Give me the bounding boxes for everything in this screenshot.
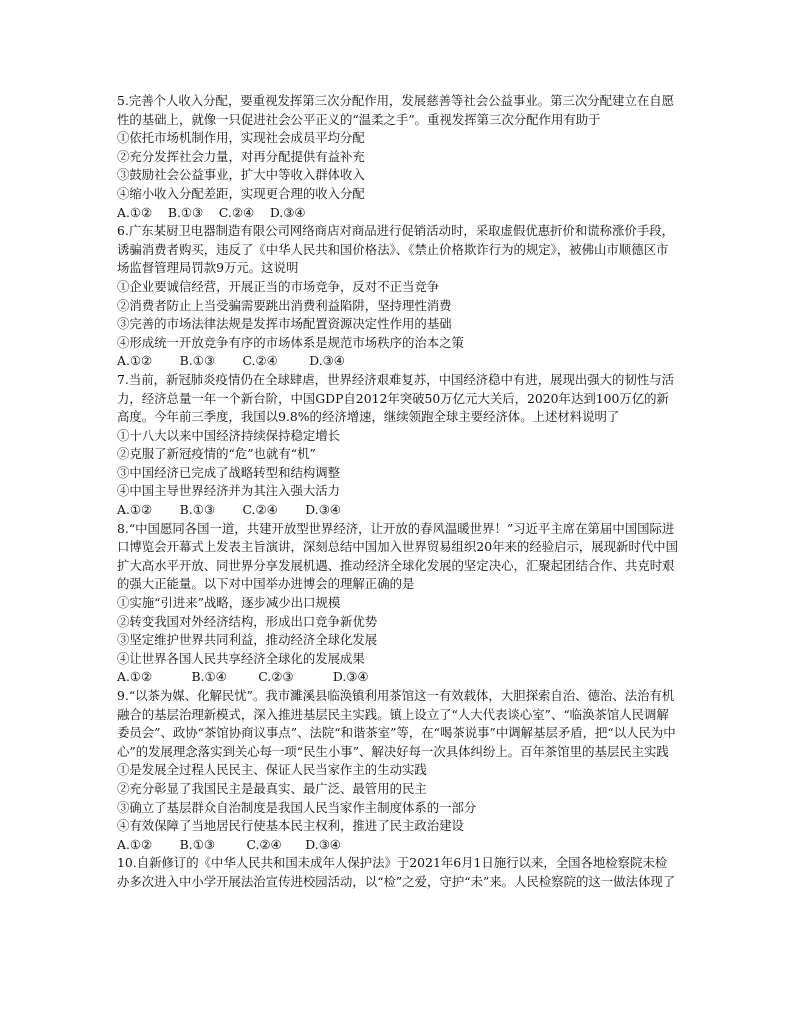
- question-stem: 9.“以茶为媒、化解民忧”。我市濉溪县临涣镇利用茶馆这一有效载体，大胆探索自治、德治、法治有机融合的基层治理新模式，深入推进基层民主实践。镇上设立了“人大代表谈心室”、“临涣茶馆人民调解委员会”、政协“茶馆协商议事点”、法院“和谐茶室”等，在“喝茶说事”中调解基层矛盾，把“以人民为中心”的发展理念落实到关心每一项“民生小事”、解决好每一次具体纠纷上。百年茶馆里的基层民主实践: [117, 688, 676, 759]
- option-2: ②消费者防止上当受骗需要跳出消费利益陷阱，坚持理性消费: [117, 297, 452, 313]
- option-4: ④中国主导世界经济并为其注入强大活力: [117, 483, 341, 499]
- question-8: [117, 520, 679, 687]
- option-1: ①实施“引进来”战略，逐步减少出口规模: [117, 595, 341, 611]
- question-5: [117, 92, 679, 222]
- answer-choices: A.①② B.①④ C.②③ D.③④: [117, 669, 369, 685]
- question-stem: 7.当前，新冠肺炎疫情仍在全球肆虐，世界经济艰难复苏，中国经济稳中有进，展现出强大的韧性与活力，经济总量一年一个新台阶，中国GDP自2012年突破50万亿元大关后，2020年达到100万亿的新高度。今年前三季度，我国以9.8%的经济增速，继续领跑全球主要经济体。上述材料说明了: [117, 371, 675, 425]
- option-2: ②克服了新冠疫情的“危”也就有“机”: [117, 446, 316, 462]
- option-4: ④形成统一开放竞争有序的市场体系是规范市场秩序的治本之策: [117, 334, 464, 350]
- option-3: ③中国经济已完成了战略转型和结构调整: [117, 464, 341, 480]
- answer-choices: A.①② B.①③ C.②④ D.③④: [117, 204, 306, 220]
- option-3: ③坚定维护世界共同利益，推动经济全球化发展: [117, 632, 378, 648]
- question-10: [117, 854, 679, 891]
- option-2: ②充分发挥社会力量，对再分配提供有益补充: [117, 148, 365, 164]
- option-4: ④缩小收入分配差距，实现更合理的收入分配: [117, 185, 365, 201]
- question-stem: 5.完善个人收入分配，要重视发挥第三次分配作用，发展慈善等社会公益事业。第三次分配建立在自愿性的基础上，就像一只促进社会公平正义的“温柔之手”。重视发挥第三次分配作用有助于: [117, 93, 675, 127]
- question-stem: 8.“中国愿同各国一道，共建开放型世界经济，让开放的春风温暖世界！”习近平主席在第届中国国际进口博览会开幕式上发表主旨演讲，深刻总结中国加入世界贸易组织20年来的经验启示，展现新时代中国扩大高水平开放、同世界分享发展机遇、推动经济全球化发展的坚定决心，汇聚起团结合作、共克时艰的强大正能量。以下对中国举办进博会的理解正确的是: [117, 520, 678, 592]
- question-9: [117, 687, 679, 854]
- option-1: ①十八大以来中国经济持续保持稳定增长: [117, 427, 341, 443]
- option-2: ②转变我国对外经济结构，形成出口竞争新优势: [117, 613, 378, 629]
- option-3: ③确立了基层群众自治制度是我国人民当家作主制度体系的一部分: [117, 799, 477, 815]
- answer-choices: A.①② B.①③ C.②④ D.③④: [117, 836, 341, 852]
- option-1: ①是发展全过程人民民主、保证人民当家作主的生动实践: [117, 762, 427, 778]
- option-2: ②充分彰显了我国民主是最真实、最广泛、最管用的民主: [117, 780, 427, 796]
- option-4: ④有效保障了当地居民行使基本民主权利，推进了民主政治建设: [117, 818, 464, 834]
- option-3: ③鼓励社会公益事业，扩大中等收入群体收入: [117, 167, 365, 183]
- question-7: [117, 371, 679, 520]
- option-4: ④让世界各国人民共享经济全球化的发展成果: [117, 650, 365, 666]
- option-1: ①依托市场机制作用，实现社会成员平均分配: [117, 130, 365, 146]
- question-stem: 6.广东某厨卫电器制造有限公司网络商店对商品进行促销活动时，采取虚假优惠折价和谎称涨价手段，诱骗消费者购买，违反了《中华人民共和国价格法》、《禁止价格欺诈行为的规定》，被佛山市顺德区市场监督管理局罚款9万元。这说明: [117, 223, 675, 276]
- question-6: [117, 222, 679, 371]
- exam-page: [117, 92, 679, 892]
- answer-choices: A.①② B.①③ C.②④ D.③④: [117, 353, 345, 369]
- answer-choices: A.①② B.①③ C.②④ D.③④: [117, 502, 341, 518]
- option-3: ③完善的市场法律法规是发挥市场配置资源决定性作用的基础: [117, 316, 452, 332]
- question-stem: 10.自新修订的《中华人民共和国未成年人保护法》于2021年6月1日施行以来，全国各地检察院未检办多次进入中小学开展法治宣传进校园活动，以“检”之爱，守护“未”来。人民检察院的这一做法体现了: [117, 855, 676, 889]
- option-1: ①企业要诚信经营，开展正当的市场竞争，反对不正当竞争: [117, 278, 440, 294]
